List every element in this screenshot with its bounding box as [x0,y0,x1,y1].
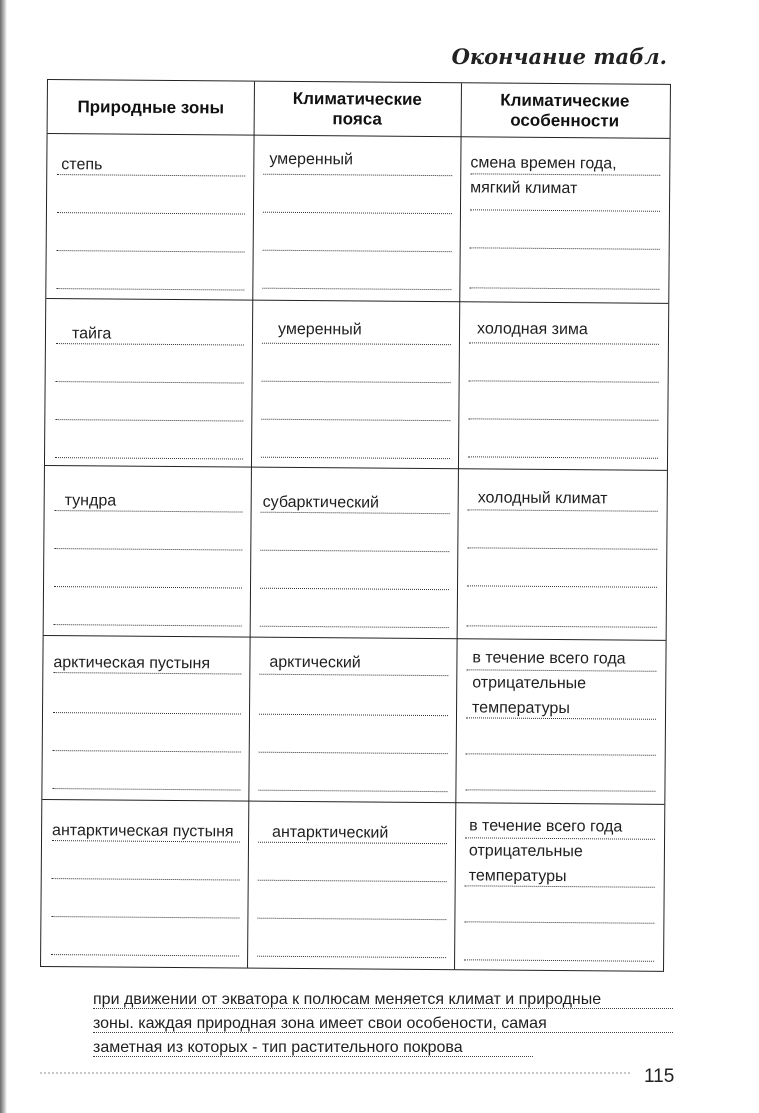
feature-line: холодный климат [477,489,608,508]
answer-line [263,174,452,176]
answer-line [466,753,656,755]
features-cell [457,469,666,640]
table-header-row [48,80,670,139]
answer-line [263,212,452,214]
table-row-arctic-desert [42,636,665,805]
answer-line [260,588,449,590]
zone-name: арктическая пустыня [53,654,211,673]
answer-line [52,878,240,880]
header-climate-features: Климатические особенности [500,90,630,130]
answer-line [469,287,659,289]
answer-line [261,457,450,459]
belt-name: умеренный [277,320,362,339]
answer-line [259,752,448,754]
answer-line [470,173,660,175]
conclusion-line-text: заметная из которых - тип растительного покрова [93,1039,463,1056]
answer-line [56,343,244,345]
feature-line: температуры [472,699,570,718]
faint-answer-line [40,1072,630,1074]
answer-line [470,247,660,249]
zone-name: антарктическая пустыня [52,822,234,841]
belt-cell [248,638,456,803]
belt-name: субарктический [262,493,380,512]
feature-line: в течение всего года [469,817,623,836]
page-edge-shadow [0,0,7,1113]
answer-line [93,1032,673,1033]
table-row-taiga [45,299,668,471]
features-cell [458,302,667,470]
answer-line [54,624,242,626]
answer-line [259,714,448,716]
answer-line [261,512,450,514]
belt-cell [252,136,460,302]
answer-line [469,342,659,344]
conclusion-line [93,988,713,1012]
zone-cell [46,134,253,300]
answer-line [469,380,659,382]
answer-line [51,954,239,956]
zone-cell [45,299,252,467]
zone-name: степь [61,156,103,174]
belt-name: антарктический [272,823,389,842]
answer-line [261,419,450,421]
zone-cell [44,466,251,637]
answer-line [464,959,654,961]
answer-line [257,918,446,920]
answer-line [468,509,658,511]
feature-line: смена времен года, [470,154,617,173]
features-cell [459,137,668,303]
answer-line [258,880,447,882]
feature-line: температуры [468,867,567,886]
answer-line [465,789,655,791]
answer-line [262,381,451,383]
feature-line: отрицательные [468,842,583,861]
answer-line [465,837,655,839]
answer-line [468,418,658,420]
feature-line: отрицательные [472,674,587,693]
features-cell [455,639,664,804]
table-row-steppe [46,134,669,304]
belt-name: арктический [269,653,361,672]
answer-line [57,250,245,252]
answer-line [55,419,243,421]
answer-line [468,456,658,458]
answer-line [258,790,447,792]
conclusion-line-text: при движении от экватора к полюсам меняется климат и природные [93,991,602,1008]
feature-line: в течение всего года [472,649,626,668]
table-row-antarctic-desert [41,800,664,971]
answer-line [57,212,245,214]
answer-line [55,510,243,512]
answer-line [53,750,241,752]
answer-line [465,885,655,887]
natural-zones-table [40,79,671,972]
answer-line [464,921,654,923]
belt-name: умеренный [269,150,354,169]
answer-line [258,842,447,844]
page-number: 115 [644,1066,675,1087]
table-row-tundra [44,466,667,641]
answer-line [52,840,240,842]
features-cell [454,803,663,971]
answer-line [259,674,448,676]
answer-line [263,250,452,252]
answer-line [470,209,660,211]
answer-line [466,717,656,719]
belt-cell [251,301,459,469]
zone-cell [41,800,248,968]
conclusion-line [93,1012,713,1036]
answer-line [467,625,657,627]
header-natural-zones: Природные зоны [77,96,225,117]
answer-line [467,585,657,587]
answer-line [54,548,242,550]
zone-cell [42,636,249,801]
answer-line [53,712,241,714]
answer-line [262,288,451,290]
conclusion-text [93,988,713,1060]
belt-cell [250,468,458,639]
answer-line [260,626,449,628]
answer-line [56,381,244,383]
answer-line [466,669,656,671]
answer-line [467,547,657,549]
answer-line [257,956,446,958]
answer-line [262,343,451,345]
zone-name: тайга [71,325,112,343]
conclusion-line [93,1036,713,1060]
feature-line: мягкий климат [470,179,578,198]
answer-line [54,586,242,588]
answer-line [93,1008,673,1009]
answer-line [53,672,241,674]
zone-name: тундра [64,492,117,510]
conclusion-line-text: зоны. каждая природная зона имеет свои особености, самая [93,1015,547,1032]
answer-line [52,788,240,790]
answer-line [55,457,243,459]
belt-cell [247,802,455,970]
header-climate-belts: Климатические пояса [292,88,423,129]
answer-line [93,1056,533,1057]
page-header: Окончание табл. [451,44,667,69]
answer-line [260,550,449,552]
answer-line [51,916,239,918]
answer-line [57,174,245,176]
feature-line: холодная зима [476,320,588,339]
answer-line [56,288,244,290]
